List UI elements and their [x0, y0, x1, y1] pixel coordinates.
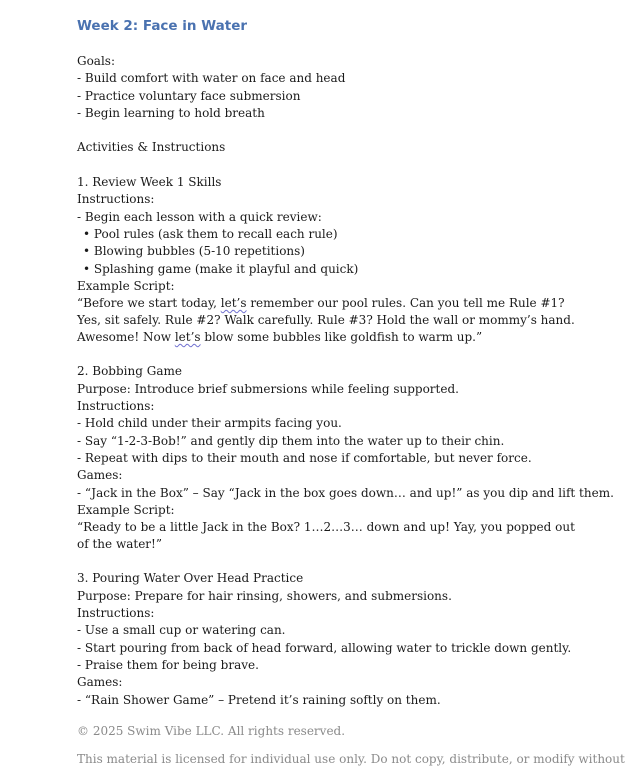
goal-item: - Practice voluntary face submersion	[77, 88, 301, 103]
goals-label: Goals:	[77, 54, 116, 68]
activities-label: Activities & Instructions	[77, 140, 226, 155]
goal-item: - Begin learning to hold breath	[77, 105, 265, 120]
section-2-script: “Ready to be a little Jack in the Box? 1…2…3… down and up! Yay, you popped out of the water!”	[77, 520, 575, 552]
spellcheck-flag[interactable]: let’s	[174, 330, 201, 345]
review-bullet: • Splashing game (make it playful and quick)	[83, 261, 359, 276]
section-2-instructions-label: Instructions:	[77, 399, 155, 414]
instruction-item: - Praise them for being brave.	[77, 657, 259, 672]
section-3-purpose: Purpose: Prepare for hair rinsing, showers, and submersions.	[77, 588, 452, 603]
section-1-title: 1. Review Week 1 Skills	[77, 175, 222, 190]
section-1-instructions-label: Instructions:	[77, 192, 155, 207]
section-1-script-label: Example Script:	[77, 278, 175, 293]
game-item: - “Jack in the Box” – Say “Jack in the box goes down… and up!” as you dip and lift them.	[77, 485, 614, 500]
goal-item: - Build comfort with water on face and head	[77, 71, 346, 86]
section-2-purpose: Purpose: Introduce brief submersions while feeling supported.	[77, 381, 459, 396]
copyright-notice: © 2025 Swim Vibe LLC. All rights reserved.	[77, 724, 346, 738]
section-2-title: 2. Bobbing Game	[77, 364, 182, 379]
section-3-instructions-label: Instructions:	[77, 606, 155, 621]
license-notice: This material is licensed for individual use only. Do not copy, distribute, or modify without	[77, 752, 625, 766]
section-2-script-label: Example Script:	[77, 502, 175, 517]
instruction-item: - Use a small cup or watering can.	[77, 623, 286, 638]
page-title: Week 2: Face in Water	[77, 18, 248, 34]
spellcheck-flag[interactable]: let’s	[220, 296, 247, 311]
section-3-title: 3. Pouring Water Over Head Practice	[77, 571, 304, 586]
section-1-script: “Before we start today, let’s remember our pool rules. Can you tell me Rule #1? Yes, sit safely. Rule #2? Walk carefully. Rule #3? Hold the wall or mommy’s hand. Awesome! Now let’s blow some bubbles like goldfish to warm up.”	[77, 296, 575, 345]
instruction-item: - Say “1-2-3-Bob!” and gently dip them into the water up to their chin.	[77, 433, 505, 448]
section-2-games-label: Games:	[77, 468, 123, 483]
instruction-item: - Repeat with dips to their mouth and nose if comfortable, but never force.	[77, 450, 532, 465]
instruction-item: - Hold child under their armpits facing you.	[77, 416, 342, 431]
section-3-games-label: Games:	[77, 675, 123, 690]
review-bullet: • Pool rules (ask them to recall each rule)	[83, 226, 338, 241]
document-body	[77, 17, 614, 709]
instruction-item: - Start pouring from back of head forward, allowing water to trickle down gently.	[77, 640, 572, 655]
section-1-lead: - Begin each lesson with a quick review:	[77, 209, 322, 224]
review-bullet: • Blowing bubbles (5-10 repetitions)	[83, 244, 305, 259]
game-item: - “Rain Shower Game” – Pretend it’s raining softly on them.	[77, 692, 441, 707]
